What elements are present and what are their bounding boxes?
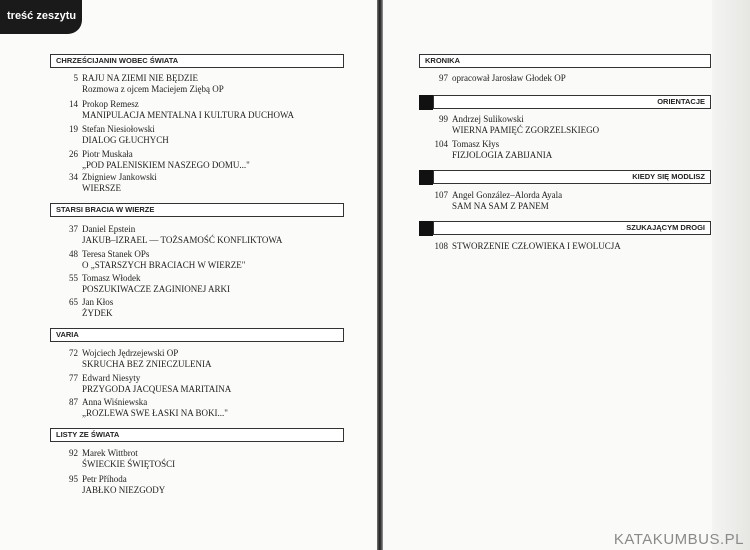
entry-author: Andrzej Sulikowski xyxy=(452,114,524,124)
toc-entry[interactable] xyxy=(69,448,332,470)
entry-title: PRZYGODA JACQUESA MARITAINA xyxy=(82,384,232,394)
page-number: 5 xyxy=(73,73,78,83)
entry-title: „ROZLEWA SWE ŁASKI NA BOKI..." xyxy=(82,408,228,418)
page-number: 55 xyxy=(69,273,78,283)
page-number: 77 xyxy=(69,373,78,383)
toc-entry[interactable] xyxy=(73,73,332,95)
toc-entry[interactable] xyxy=(69,348,332,370)
toc-entry[interactable] xyxy=(69,124,332,146)
entry-title: SAM NA SAM Z PANEM xyxy=(452,201,549,211)
entry-author: Prokop Remesz xyxy=(82,99,139,109)
page-number: 108 xyxy=(434,241,448,251)
page-number: 14 xyxy=(69,99,78,109)
page-number: 95 xyxy=(69,474,78,484)
toc-entry[interactable] xyxy=(69,273,332,295)
section-marker-block xyxy=(419,170,433,185)
entry-author: Petr Příhoda xyxy=(82,474,127,484)
entry-title: ŻYDEK xyxy=(82,308,113,318)
contents-tab: treść zeszytu xyxy=(0,0,82,34)
entry-author: Teresa Stanek OPs xyxy=(82,249,150,259)
toc-entry[interactable] xyxy=(69,373,332,395)
page-number: 34 xyxy=(69,172,78,182)
toc-entry[interactable] xyxy=(69,397,332,419)
book-gutter xyxy=(377,0,383,550)
page-number: 92 xyxy=(69,448,78,458)
page-number: 48 xyxy=(69,249,78,259)
entry-author: Wojciech Jędrzejewski OP xyxy=(82,348,179,358)
section-header-kiedy-sie-modlisz: KIEDY SIĘ MODLISZ xyxy=(433,170,711,184)
section-header-listy: LISTY ZE ŚWIATA xyxy=(50,428,344,442)
page-number: 104 xyxy=(434,139,448,149)
next-page-edge xyxy=(712,0,750,550)
section-header-kronika: KRONIKA xyxy=(419,54,711,68)
section-header-chrzescijanin: CHRZEŚCIJANIN WOBEC ŚWIATA xyxy=(50,54,344,68)
toc-entry[interactable] xyxy=(439,73,702,84)
page-number: 87 xyxy=(69,397,78,407)
entry-author: Edward Niesyty xyxy=(82,373,141,383)
section-header-starsi-bracia: STARSI BRACIA W WIERZE xyxy=(50,203,344,217)
entry-author: opracował Jarosław Głodek OP xyxy=(452,73,566,83)
entry-author: Marek Wittbrot xyxy=(82,448,138,458)
page-number: 26 xyxy=(69,149,78,159)
entry-title: POSZUKIWACZE ZAGINIONEJ ARKI xyxy=(82,284,230,294)
page-number: 65 xyxy=(69,297,78,307)
entry-title: WIERNA PAMIĘĆ ZGORZELSKIEGO xyxy=(452,125,600,135)
entry-title: MANIPULACJA MENTALNA I KULTURA DUCHOWA xyxy=(82,110,294,120)
page-number: 19 xyxy=(69,124,78,134)
page-number: 72 xyxy=(69,348,78,358)
entry-title: STWORZENIE CZŁOWIEKA I EWOLUCJA xyxy=(452,241,621,251)
entry-author: Piotr Muskała xyxy=(82,149,133,159)
entry-title: DIALOG GŁUCHYCH xyxy=(82,135,169,145)
page-number: 37 xyxy=(69,224,78,234)
toc-entry[interactable] xyxy=(69,474,332,496)
entry-author: Anna Wiśniewska xyxy=(82,397,148,407)
entry-title: WIERSZE xyxy=(82,183,121,193)
entry-title: FIZJOLOGIA ZABIJANIA xyxy=(452,150,553,160)
entry-author: Jan Kłos xyxy=(82,297,114,307)
entry-author: Zbigniew Jankowski xyxy=(82,172,157,182)
section-header-szukajacym-drogi: SZUKAJĄCYM DROGI xyxy=(433,221,711,235)
toc-entry[interactable] xyxy=(69,297,332,319)
entry-title: SKRUCHA BEZ ZNIECZULENIA xyxy=(82,359,212,369)
entry-title: RAJU NA ZIEMI NIE BĘDZIE xyxy=(82,73,198,83)
entry-author: Angel González–Alorda Ayala xyxy=(452,190,563,200)
entry-title: ŚWIECKIE ŚWIĘTOŚCI xyxy=(82,459,176,469)
toc-entry[interactable] xyxy=(439,114,702,136)
section-marker-block xyxy=(419,95,433,110)
entry-author: Daniel Epstein xyxy=(82,224,136,234)
toc-entry[interactable] xyxy=(69,224,332,246)
toc-entry[interactable] xyxy=(434,139,702,161)
section-header-varia: VARIA xyxy=(50,328,344,342)
entry-author: Tomasz Kłys xyxy=(452,139,500,149)
toc-entry[interactable] xyxy=(69,249,332,271)
entry-subtitle: Rozmowa z ojcem Maciejem Ziębą OP xyxy=(82,84,224,94)
entry-title: O „STARSZYCH BRACIACH W WIERZE" xyxy=(82,260,246,270)
entry-title: JABŁKO NIEZGODY xyxy=(82,485,166,495)
toc-entry[interactable] xyxy=(69,149,332,171)
toc-entry[interactable] xyxy=(69,172,332,194)
watermark: KATAKUMBUS.PL xyxy=(613,531,744,548)
section-marker-block xyxy=(419,221,433,236)
page-number: 97 xyxy=(439,73,448,83)
section-header-orientacje: ORIENTACJE xyxy=(433,95,711,109)
entry-author: Stefan Niesiołowski xyxy=(82,124,155,134)
entry-title: „POD PALENISKIEM NASZEGO DOMU..." xyxy=(82,160,250,170)
toc-entry[interactable] xyxy=(69,99,332,121)
page-number: 99 xyxy=(439,114,448,124)
entry-title: JAKUB–IZRAEL — TOŻSAMOŚĆ KONFLIKTOWA xyxy=(82,235,283,245)
entry-author: Tomasz Włodek xyxy=(82,273,141,283)
toc-entry[interactable] xyxy=(434,190,702,212)
toc-entry[interactable] xyxy=(434,241,702,252)
page-number: 107 xyxy=(434,190,448,200)
